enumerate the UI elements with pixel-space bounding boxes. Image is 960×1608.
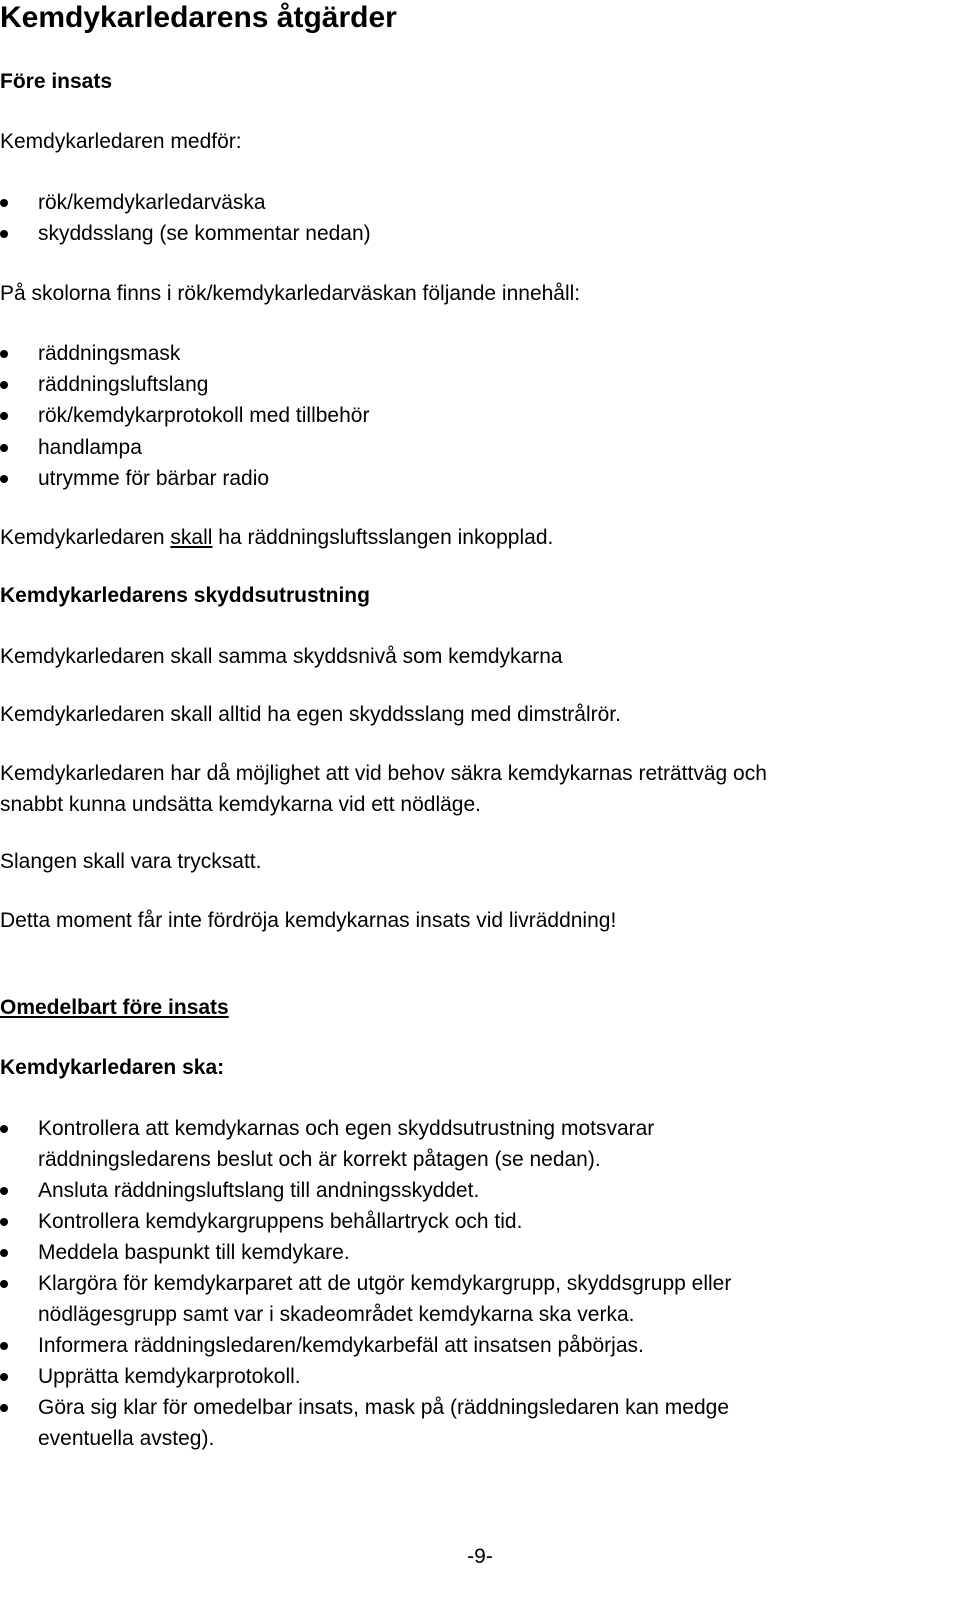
paragraph: Kemdykarledaren har då möjlighet att vid behov säkra kemdykarnas reträttväg och — [0, 762, 767, 785]
bullet-icon — [0, 1280, 8, 1288]
bullet-icon — [0, 1249, 8, 1257]
paragraph-bag-contents: På skolorna finns i rök/kemdykarledarväskan följande innehåll: — [0, 282, 581, 305]
list-item-text: Informera räddningsledaren/kemdykarbefäl att insatsen påbörjas. — [38, 1334, 644, 1357]
page-number: -9- — [467, 1545, 493, 1568]
bullet-icon — [0, 1218, 8, 1226]
section-heading-protective-equipment: Kemdykarledarens skyddsutrustning — [0, 584, 370, 607]
list-item-text: skyddsslang (se kommentar nedan) — [38, 222, 371, 245]
paragraph: Detta moment får inte fördröja kemdykarnas insats vid livräddning! — [0, 909, 617, 932]
list-item-text: Kontrollera att kemdykarnas och egen skyddsutrustning motsvarar räddningsledarens beslut och är korrekt påtagen (se nedan). — [38, 1117, 655, 1171]
paragraph-hose-note — [0, 522, 553, 553]
bullet-icon — [0, 444, 8, 452]
bullet-icon — [0, 412, 8, 420]
list-item-text: utrymme för bärbar radio — [38, 467, 270, 490]
list-item-text: räddningsluftslang — [38, 373, 209, 396]
list-item-text: Ansluta räddningsluftslang till andningsskyddet. — [38, 1179, 480, 1202]
note-text-start: Kemdykarledaren — [0, 526, 171, 549]
list-item-text: Göra sig klar för omedelbar insats, mask på (räddningsledaren kan medge eventuella avsteg). — [38, 1396, 730, 1450]
bullet-icon — [0, 1125, 8, 1133]
bullet-icon — [0, 1404, 8, 1412]
note-text-underlined: skall — [170, 526, 213, 549]
bullet-icon — [0, 1342, 8, 1350]
paragraph: Kemdykarledaren skall alltid ha egen skyddsslang med dimstrålrör. — [0, 703, 621, 726]
list-item-text: Kontrollera kemdykargruppens behållartryck och tid. — [38, 1210, 523, 1233]
bullet-icon — [0, 1373, 8, 1381]
page-title: Kemdykarledarens åtgärder — [0, 1, 397, 34]
list-item-text: Meddela baspunkt till kemdykare. — [38, 1241, 350, 1264]
bullet-icon — [0, 199, 8, 207]
section-subheading: Kemdykarledaren ska: — [0, 1056, 225, 1079]
list-item-text: Upprätta kemdykarprotokoll. — [38, 1365, 301, 1388]
note-text-end: ha räddningsluftsslangen inkopplad. — [212, 526, 554, 549]
bullet-icon — [0, 1187, 8, 1195]
list-item-text: rök/kemdykarprotokoll med tillbehör — [38, 404, 370, 427]
paragraph: Kemdykarledaren skall samma skyddsnivå som kemdykarna — [0, 645, 563, 668]
bullet-icon — [0, 475, 8, 483]
bullet-icon — [0, 230, 8, 238]
paragraph: snabbt kunna undsätta kemdykarna vid ett nödläge. — [0, 793, 481, 816]
paragraph-intro: Kemdykarledaren medför: — [0, 130, 242, 153]
paragraph: Slangen skall vara trycksatt. — [0, 850, 262, 873]
section-heading-immediately-before: Omedelbart före insats — [0, 996, 229, 1019]
list-item-text: handlampa — [38, 436, 142, 459]
list-item-text: rök/kemdykarledarväska — [38, 191, 266, 214]
bullet-icon — [0, 350, 8, 358]
bullet-icon — [0, 381, 8, 389]
list-item-text: Klargöra för kemdykarparet att de utgör kemdykargrupp, skyddsgrupp eller nödlägesgrupp samt var i skadeområdet kemdykarna ska verka. — [38, 1272, 732, 1326]
list-item-text: räddningsmask — [38, 342, 181, 365]
section-heading-before-operation: Före insats — [0, 70, 113, 93]
